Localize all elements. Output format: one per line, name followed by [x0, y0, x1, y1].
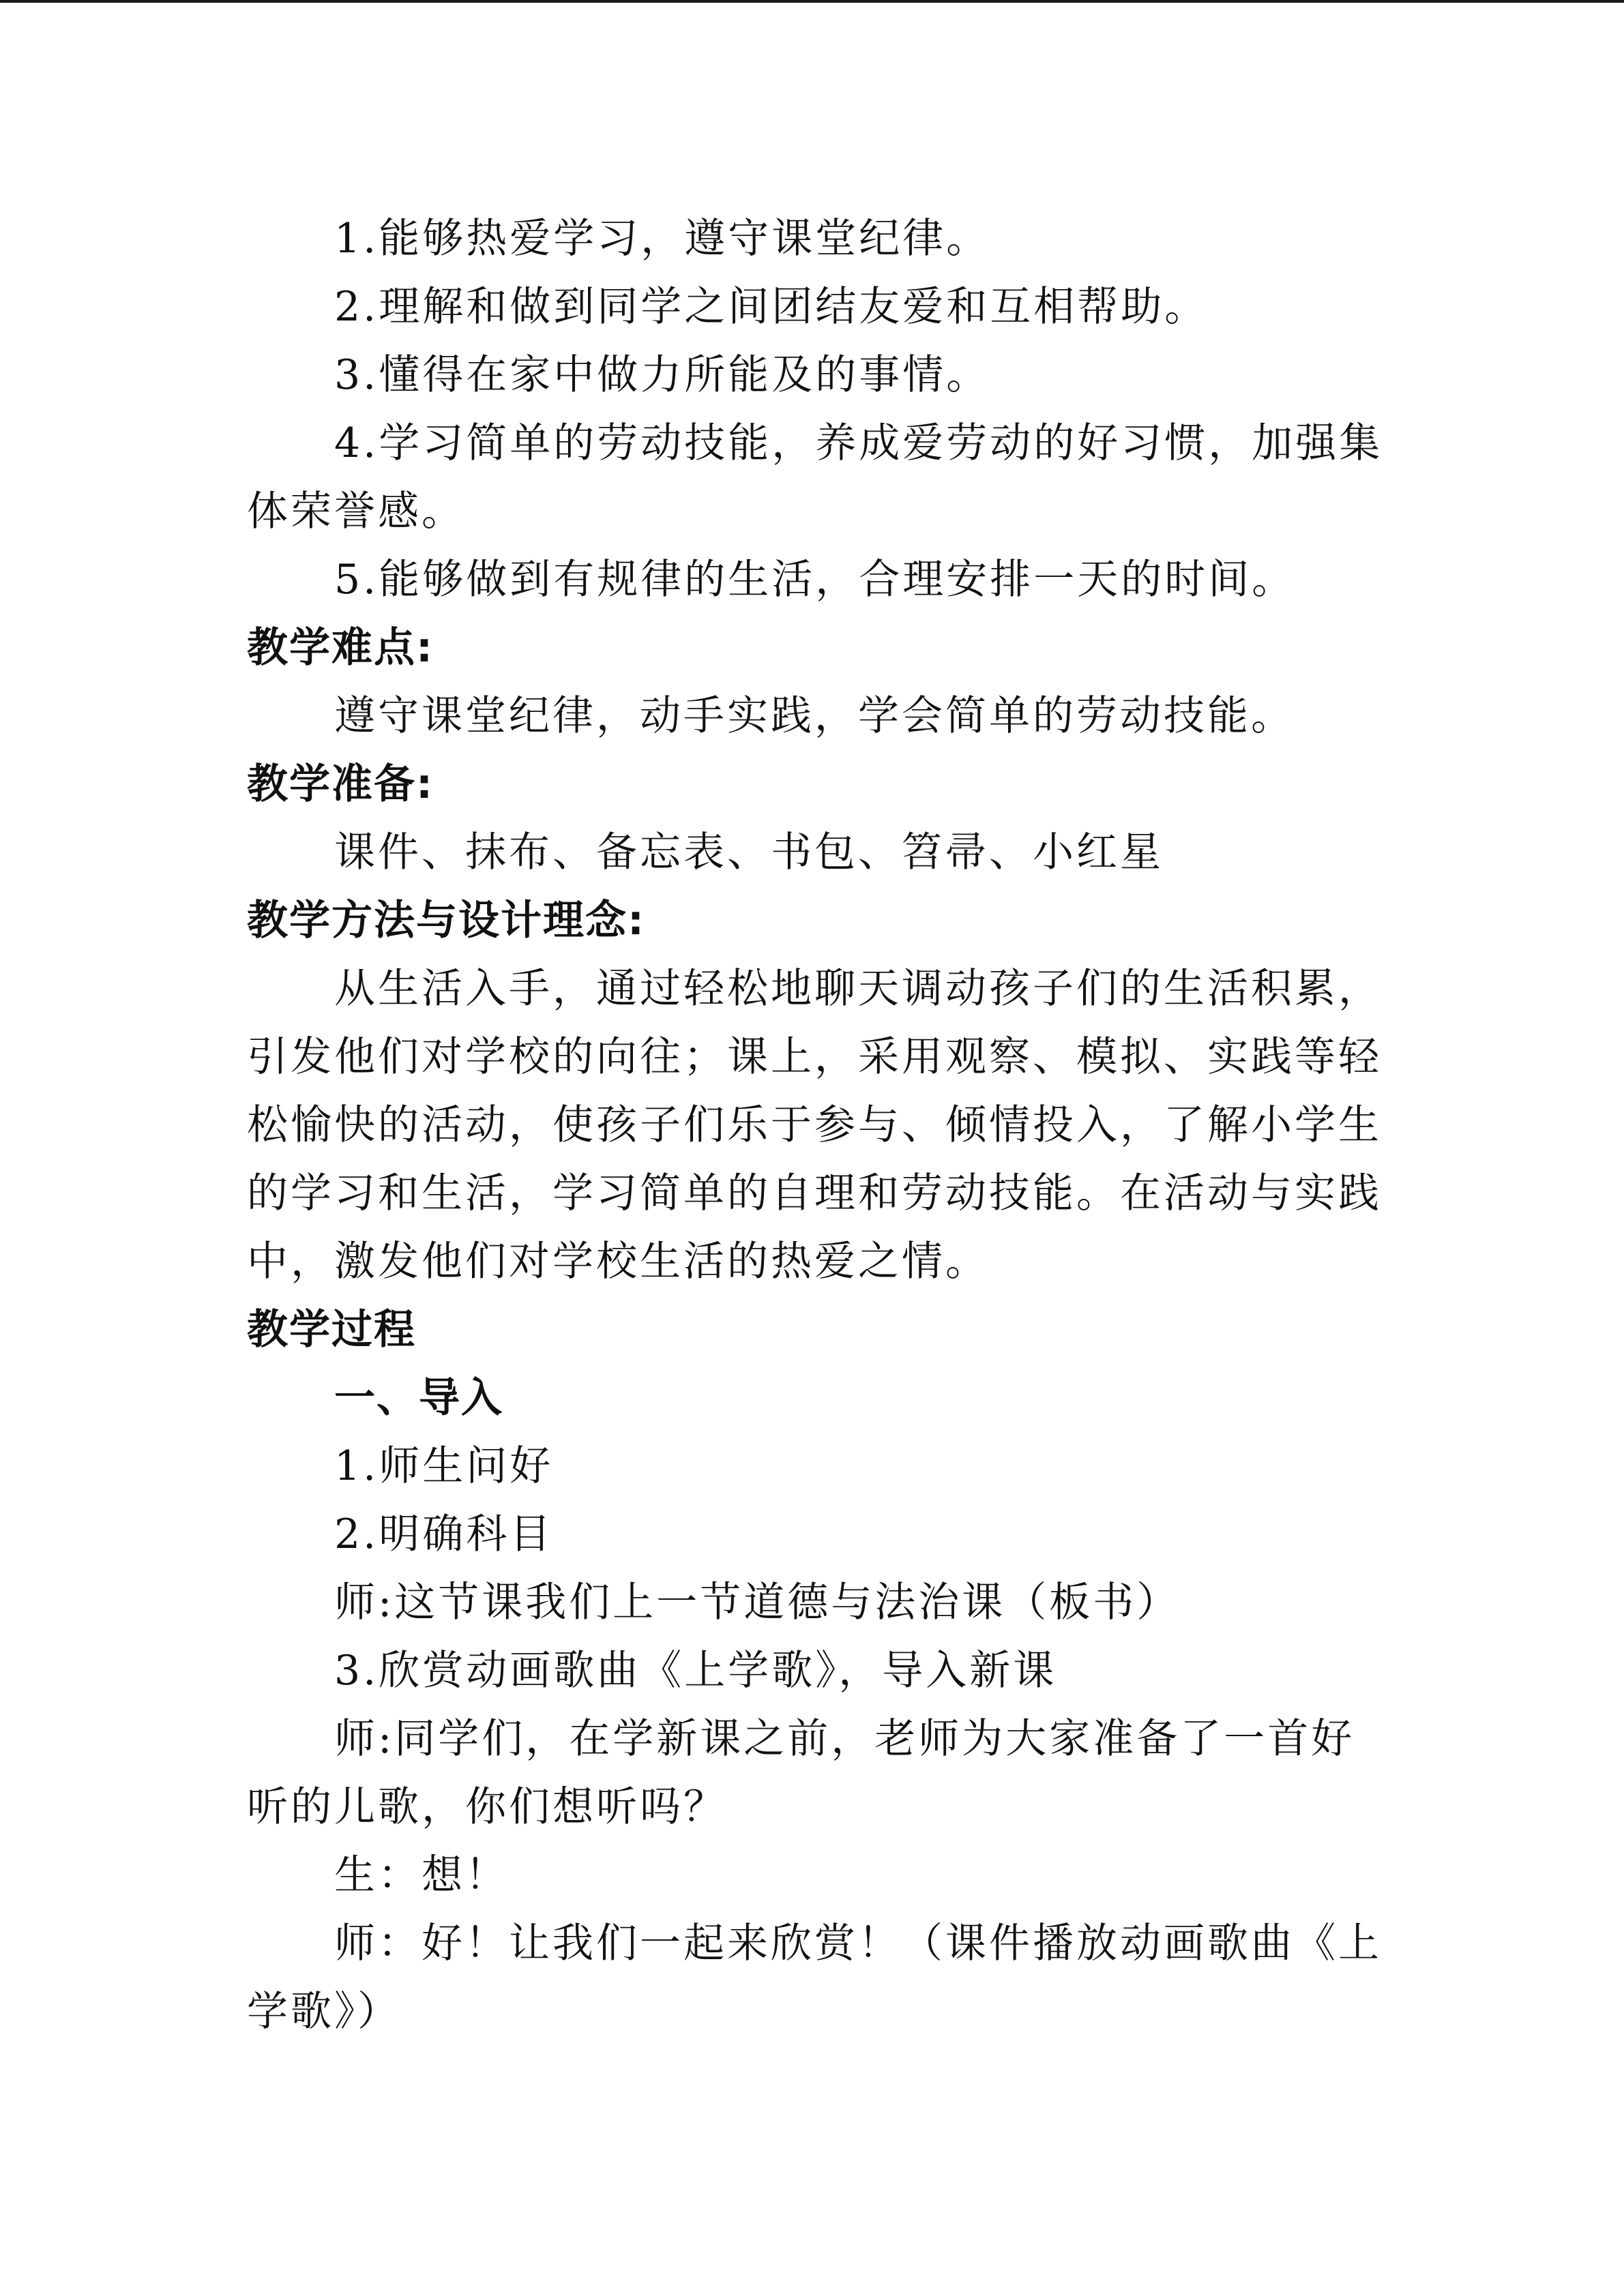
preparation-heading: 教学准备: [247, 760, 434, 808]
difficulty-text: 遵守课堂纪律，动手实践，学会简单的劳动技能。 [334, 692, 1295, 740]
process-line-5: 师:同学们，在学新课之前，老师为大家准备了一首好听的儿歌，你们想听吗？ [247, 1715, 1355, 1831]
objective-4: 4.学习简单的劳动技能，养成爱劳动的好习惯，加强集体荣誉感。 [247, 419, 1383, 535]
preparation-text: 课件、抹布、备忘表、书包、笤帚、小红星 [334, 829, 1164, 876]
process-line-3: 师:这节课我们上一节道德与法治课（板书） [334, 1579, 1181, 1626]
document-page [247, 205, 1393, 2046]
section-intro-title: 一、导入 [334, 1374, 503, 1422]
objective-3: 3.懂得在家中做力所能及的事情。 [334, 351, 990, 399]
process-heading: 教学过程 [247, 1306, 416, 1354]
process-line-2: 2.明确科目 [334, 1510, 554, 1558]
process-line-7: 师：好！让我们一起来欣赏！（课件播放动画歌曲《上学歌》） [247, 1920, 1382, 2036]
process-line-1: 1.师生问好 [334, 1442, 554, 1490]
objective-1: 1.能够热爱学习，遵守课堂纪律。 [334, 215, 990, 263]
difficulty-heading: 教学难点: [247, 624, 434, 672]
process-line-6: 生：想！ [334, 1851, 509, 1899]
page-top-border [0, 0, 1624, 3]
objective-5: 5.能够做到有规律的生活，合理安排一天的时间。 [334, 556, 1296, 603]
objective-2: 2.理解和做到同学之间团结友爱和互相帮助。 [334, 283, 1209, 331]
process-line-4: 3.欣赏动画歌曲《上学歌》，导入新课 [334, 1647, 1057, 1695]
method-heading: 教学方法与设计理念: [247, 897, 645, 944]
method-text: 从生活入手，通过轻松地聊天调动孩子们的生活积累， 引发他们对学校的向往；课上，采用观察、模拟、实践等轻松愉快的活动，使孩子们乐于参与、倾情投入，了解小学生的学习和生活，学习简单的自理和劳动技能。在活动与实践中，激发他们对学校生活的热爱之情。 [247, 965, 1382, 1285]
